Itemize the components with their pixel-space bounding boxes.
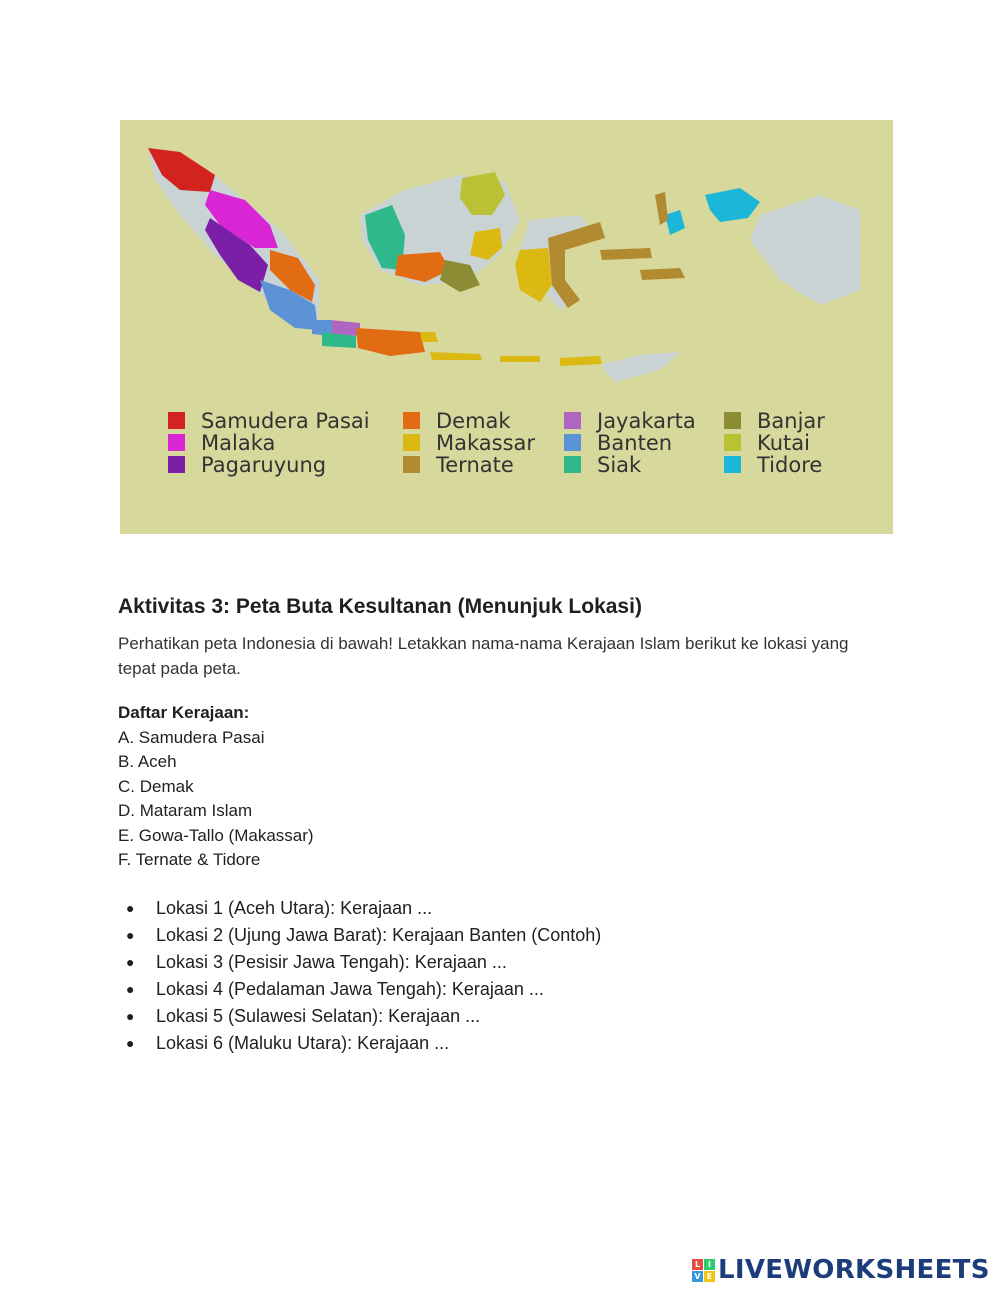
legend-swatch bbox=[564, 434, 581, 451]
bullet-icon: ● bbox=[126, 953, 135, 970]
location-item[interactable] bbox=[118, 1030, 888, 1057]
kingdom-item: B. Aceh bbox=[118, 752, 177, 771]
activity-section bbox=[118, 595, 888, 1057]
legend-label: Jayakarta bbox=[597, 409, 696, 433]
kingdom-item: F. Ternate & Tidore bbox=[118, 850, 261, 869]
location-item[interactable] bbox=[118, 949, 888, 976]
logo-grid-icon: L I V E bbox=[692, 1259, 715, 1282]
legend-swatch bbox=[168, 456, 185, 473]
location-item[interactable] bbox=[118, 1003, 888, 1030]
bullet-icon: ● bbox=[126, 899, 135, 916]
bullet-icon: ● bbox=[126, 926, 135, 943]
location-item[interactable] bbox=[118, 922, 888, 949]
location-text: Lokasi 2 (Ujung Jawa Barat): Kerajaan Banten (Contoh) bbox=[156, 924, 602, 945]
kingdom-item: E. Gowa-Tallo (Makassar) bbox=[118, 825, 314, 845]
legend-swatch bbox=[403, 412, 420, 429]
legend-swatch bbox=[168, 434, 185, 451]
legend-label: Samudera Pasai bbox=[201, 409, 370, 433]
activity-title: Aktivitas 3: Peta Buta Kesultanan (Menunjuk Lokasi) bbox=[118, 595, 642, 618]
kingdom-list bbox=[118, 726, 888, 873]
activity-instructions: Perhatikan peta Indonesia di bawah! Letakkan nama-nama Kerajaan Islam berikut ke lokasi yang tepat pada peta. bbox=[118, 634, 849, 678]
legend-label: Kutai bbox=[757, 431, 810, 455]
legend-label: Demak bbox=[436, 409, 511, 433]
legend-label: Pagaruyung bbox=[201, 453, 327, 477]
kingdom-item: A. Samudera Pasai bbox=[118, 727, 265, 747]
legend-swatch bbox=[403, 434, 420, 451]
bullet-icon: ● bbox=[126, 980, 135, 997]
location-text: Lokasi 1 (Aceh Utara): Kerajaan ... bbox=[156, 897, 433, 918]
liveworksheets-logo[interactable] bbox=[692, 1255, 990, 1285]
legend-swatch bbox=[724, 434, 741, 451]
location-text: Lokasi 4 (Pedalaman Jawa Tengah): Kerajaan ... bbox=[156, 978, 544, 999]
legend-swatch bbox=[168, 412, 185, 429]
legend-swatch bbox=[724, 456, 741, 473]
legend-label: Malaka bbox=[201, 431, 276, 455]
location-item[interactable] bbox=[118, 895, 888, 922]
legend-label: Siak bbox=[597, 453, 642, 477]
legend-swatch bbox=[564, 456, 581, 473]
location-text: Lokasi 5 (Sulawesi Selatan): Kerajaan ... bbox=[156, 1005, 481, 1026]
kingdom-item: C. Demak bbox=[118, 776, 194, 796]
bullet-icon: ● bbox=[126, 1034, 135, 1051]
legend-swatch bbox=[724, 412, 741, 429]
legend-swatch bbox=[403, 456, 420, 473]
map-legend bbox=[168, 409, 825, 477]
kingdom-map bbox=[120, 120, 893, 534]
legend-label: Banten bbox=[597, 431, 673, 455]
kingdom-item: D. Mataram Islam bbox=[118, 801, 253, 820]
legend-label: Tidore bbox=[757, 453, 823, 477]
kingdom-list-title: Daftar Kerajaan: bbox=[118, 703, 250, 722]
legend-label: Ternate bbox=[436, 453, 514, 477]
legend-label: Banjar bbox=[757, 409, 825, 433]
legend-swatch bbox=[564, 412, 581, 429]
logo-text: LIVEWORKSHEETS bbox=[718, 1255, 990, 1285]
bullet-icon: ● bbox=[126, 1007, 135, 1024]
location-list bbox=[118, 895, 888, 1057]
location-item[interactable] bbox=[118, 976, 888, 1003]
location-text: Lokasi 6 (Maluku Utara): Kerajaan ... bbox=[156, 1032, 450, 1053]
location-text: Lokasi 3 (Pesisir Jawa Tengah): Kerajaan ... bbox=[156, 951, 507, 972]
legend-label: Makassar bbox=[436, 431, 536, 455]
